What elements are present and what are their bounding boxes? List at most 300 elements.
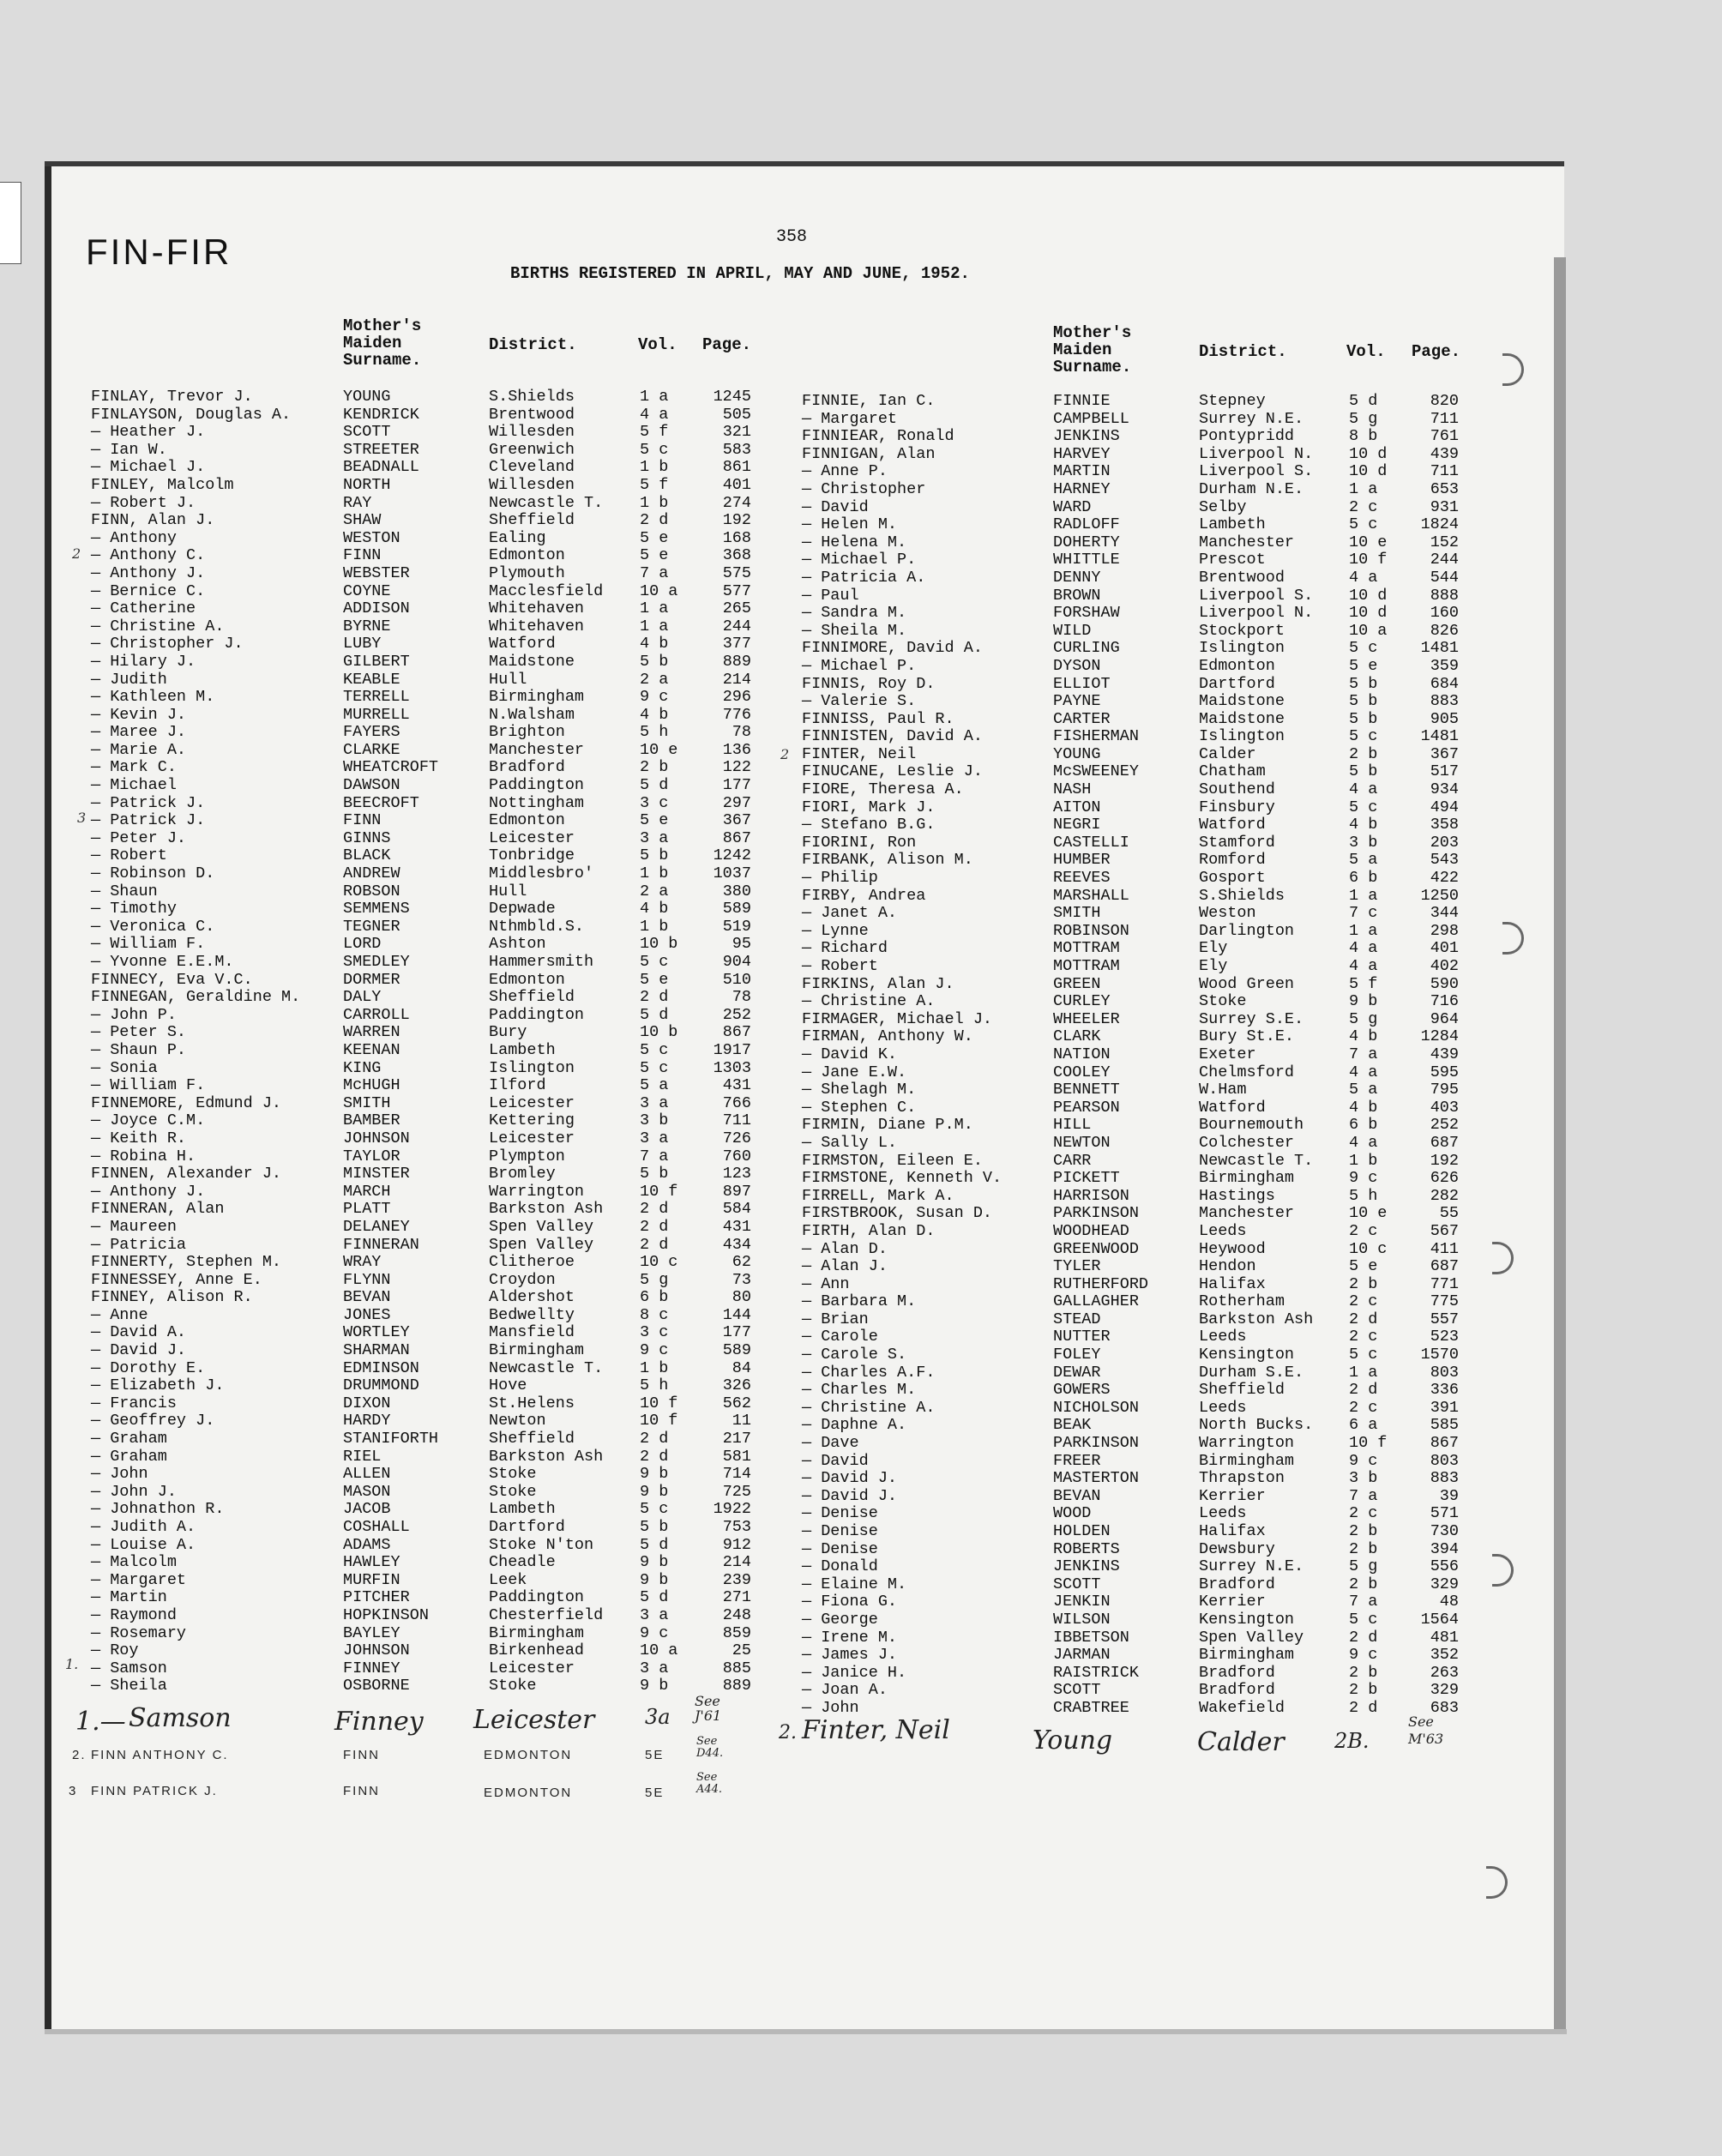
entry-maiden: HOLDEN (1053, 1522, 1111, 1540)
table-row (802, 463, 1479, 481)
entry-page: 859 (722, 1623, 751, 1642)
entry-page: 523 (1430, 1328, 1459, 1346)
entry-maiden: KING (343, 1058, 382, 1077)
entry-page: 203 (1430, 833, 1459, 852)
entry-page: 80 (732, 1288, 751, 1307)
entry-maiden: WARREN (343, 1023, 400, 1042)
page-edge-shadow (1554, 257, 1566, 2033)
entry-district: Croydon (489, 1270, 556, 1289)
entry-maiden: WARD (1053, 497, 1092, 516)
entry-page: 653 (1430, 479, 1459, 498)
entry-page: 1245 (713, 388, 751, 406)
entry-vol: 5 g (1349, 1557, 1378, 1576)
table-row (802, 693, 1479, 711)
table-row (91, 1237, 768, 1255)
entry-vol: 5 g (1349, 1009, 1378, 1028)
table-row (91, 1342, 768, 1360)
entry-vol: 10 d (1349, 462, 1388, 481)
entry-maiden: SHAW (343, 511, 382, 530)
entry-vol: 4 b (1349, 1027, 1378, 1046)
entry-maiden: SMITH (343, 1093, 391, 1112)
entry-page: 271 (722, 1588, 751, 1607)
entry-maiden: FREER (1053, 1451, 1101, 1470)
entry-name: — Robert J. (91, 493, 196, 512)
entry-vol: 7 a (1349, 1486, 1378, 1505)
entry-district: Ilford (489, 1076, 546, 1095)
entry-vol: 2 b (1349, 744, 1378, 763)
entry-district: Warrington (1199, 1434, 1295, 1453)
entry-district: Whitehaven (489, 617, 585, 635)
entry-maiden: MARTIN (1053, 462, 1111, 481)
table-row (802, 658, 1479, 676)
entry-district: Birmingham (489, 688, 585, 707)
table-row (91, 918, 768, 936)
entry-name: FINNEMORE, Edmund J. (91, 1093, 282, 1112)
entry-vol: 1 a (1349, 886, 1378, 905)
entry-page: 192 (1430, 1151, 1459, 1170)
entry-name: — Charles M. (802, 1381, 917, 1400)
entry-name: — Ian W. (91, 440, 167, 459)
entry-page: 543 (1430, 851, 1459, 870)
entry-vol: 7 c (1349, 904, 1378, 923)
entry-page: 380 (722, 882, 751, 900)
entry-name: — David J. (91, 1341, 187, 1360)
entry-vol: 5 c (1349, 727, 1378, 746)
entry-maiden: WORTLEY (343, 1323, 410, 1342)
table-row (802, 428, 1479, 446)
table-row (802, 1558, 1479, 1576)
entry-maiden: MINSTER (343, 1165, 410, 1183)
entry-page: 84 (732, 1358, 751, 1377)
entry-name: FIORI, Mark J. (802, 798, 936, 816)
entry-district: North Bucks. (1199, 1416, 1314, 1435)
entry-maiden: CRABTREE (1053, 1698, 1129, 1717)
entry-district: Bromley (489, 1165, 556, 1183)
entry-page: 25 (732, 1641, 751, 1660)
entry-page: 761 (1430, 427, 1459, 446)
entry-maiden: DAWSON (343, 776, 400, 795)
entry-page: 297 (722, 793, 751, 812)
entry-vol: 10 c (640, 1253, 678, 1272)
entry-maiden: NICHOLSON (1053, 1398, 1139, 1417)
table-row (91, 1130, 768, 1148)
entry-name: — Rosemary (91, 1623, 187, 1642)
entry-district: St.Helens (489, 1394, 575, 1412)
entry-district: Birmingham (1199, 1451, 1295, 1470)
entry-name: — Shaun P. (91, 1040, 187, 1059)
entry-page: 368 (722, 546, 751, 565)
entry-district: Kensington (1199, 1610, 1295, 1629)
entry-name: FIRMSTON, Eileen E. (802, 1151, 983, 1170)
entry-district: Birmingham (489, 1623, 585, 1642)
entry-district: Lambeth (489, 1500, 556, 1519)
entry-name: FIORINI, Ron (802, 833, 917, 852)
entry-district: Stamford (1199, 833, 1275, 852)
entry-page: 152 (1430, 533, 1459, 551)
table-row (802, 1011, 1479, 1029)
annotation-district: Leicester (473, 1705, 595, 1735)
entry-name: — Patrick J. (91, 811, 206, 830)
entry-vol: 10 a (1349, 621, 1388, 640)
entry-page: 274 (722, 493, 751, 512)
entry-vol: 10 e (640, 740, 678, 759)
table-row (802, 1488, 1479, 1506)
entry-maiden: WOODHEAD (1053, 1221, 1129, 1240)
entry-page: 776 (722, 705, 751, 724)
entry-maiden: JARMAN (1053, 1646, 1111, 1665)
entry-vol: 5 h (640, 1376, 669, 1395)
entry-district: Bury St.E. (1199, 1027, 1295, 1046)
entry-name: — Peter S. (91, 1023, 187, 1042)
entry-vol: 1 a (640, 388, 669, 406)
entry-vol: 5 b (1349, 692, 1378, 711)
entry-district: Bury (489, 1023, 527, 1042)
entry-vol: 6 a (1349, 1416, 1378, 1435)
entry-page: 296 (722, 688, 751, 707)
entry-district: Barkston Ash (489, 1447, 604, 1466)
table-row (91, 1537, 768, 1555)
entry-name: — Alan J. (802, 1257, 888, 1276)
entry-vol: 2 d (640, 511, 669, 530)
entry-vol: 1 a (1349, 1363, 1378, 1382)
left-entries (91, 388, 768, 1695)
entry-vol: 2 d (640, 988, 669, 1007)
entry-maiden: MURFIN (343, 1570, 400, 1589)
entry-name: FIRMSTONE, Kenneth V. (802, 1169, 1002, 1188)
table-row (802, 1064, 1479, 1082)
entry-maiden: RAISTRICK (1053, 1663, 1139, 1682)
entry-vol: 10 d (1349, 444, 1388, 463)
table-row (91, 1430, 768, 1448)
entry-maiden: WESTON (343, 528, 400, 547)
entry-district: Bournemouth (1199, 1116, 1304, 1135)
entry-vol: 2 b (640, 758, 669, 777)
entry-name: — Michael P. (802, 656, 917, 675)
entry-district: Prescot (1199, 551, 1266, 569)
entry-maiden: STREETER (343, 440, 419, 459)
entry-vol: 9 b (640, 1553, 669, 1572)
entry-maiden: DRUMMOND (343, 1376, 419, 1395)
table-row (91, 1024, 768, 1042)
entry-maiden: JOHNSON (343, 1641, 410, 1660)
entry-maiden: WHEATCROFT (343, 758, 439, 777)
entry-name: — Judith A. (91, 1518, 196, 1536)
annotation-vol: 5E (645, 1786, 665, 1800)
entry-district: Paddington (489, 1005, 585, 1024)
entry-page: 336 (1430, 1381, 1459, 1400)
entry-page: 517 (1430, 762, 1459, 781)
entry-name: — Keith R. (91, 1129, 187, 1147)
entry-vol: 5 b (640, 652, 669, 671)
entry-vol: 3 b (640, 1111, 669, 1130)
entry-maiden: EDMINSON (343, 1358, 419, 1377)
entry-vol: 3 b (1349, 833, 1378, 852)
entry-page: 714 (722, 1465, 751, 1484)
table-row (91, 1448, 768, 1466)
entry-name: — Christine A. (802, 992, 936, 1011)
entry-maiden: SEMMENS (343, 900, 410, 918)
entry-maiden: McHUGH (343, 1076, 400, 1095)
table-row (802, 1400, 1479, 1418)
entry-page: 711 (722, 1111, 751, 1130)
entry-page: 494 (1430, 798, 1459, 816)
table-row (802, 1593, 1479, 1611)
entry-vol: 1 b (640, 458, 669, 477)
entry-name: — Elizabeth J. (91, 1376, 225, 1395)
entry-district: Spen Valley (489, 1217, 594, 1236)
entry-name: — Donald (802, 1557, 878, 1576)
entry-maiden: SCOTT (1053, 1681, 1101, 1700)
entry-page: 905 (1430, 709, 1459, 728)
table-row (802, 1293, 1479, 1311)
entry-maiden: CARROLL (343, 1005, 410, 1024)
entry-district: Kerrier (1199, 1486, 1266, 1505)
entry-district: Edmonton (1199, 656, 1275, 675)
entry-vol: 4 b (640, 635, 669, 653)
entry-name: — Kevin J. (91, 705, 187, 724)
entry-name: — Margaret (91, 1570, 187, 1589)
table-row (91, 1254, 768, 1272)
entry-name: FIRSTBROOK, Susan D. (802, 1204, 993, 1223)
entry-vol: 5 e (640, 811, 669, 830)
entry-district: Durham S.E. (1199, 1363, 1304, 1382)
entry-vol: 2 c (1349, 497, 1378, 516)
entry-page: 263 (1430, 1663, 1459, 1682)
table-row (91, 388, 768, 407)
annotation-note: See J'61 (695, 1693, 722, 1724)
entry-maiden: NEWTON (1053, 1133, 1111, 1152)
entry-vol: 3 a (640, 1093, 669, 1112)
table-row (91, 565, 768, 583)
entry-district: Hull (489, 670, 527, 689)
entry-page: 589 (722, 1341, 751, 1360)
entry-name: FINNIMORE, David A. (802, 639, 983, 658)
table-row (91, 1466, 768, 1484)
annotation-maiden: FINN (343, 1784, 380, 1798)
entry-name: — David (802, 497, 869, 516)
entry-page: 577 (722, 581, 751, 600)
entry-vol: 5 a (1349, 851, 1378, 870)
entry-district: Leeds (1199, 1328, 1247, 1346)
annotation-maiden: Young (1033, 1725, 1113, 1756)
entry-name: — Denise (802, 1504, 878, 1523)
entry-district: Southend (1199, 780, 1275, 799)
entry-page: 826 (1430, 621, 1459, 640)
entry-maiden: TYLER (1053, 1257, 1101, 1276)
table-row (91, 1165, 768, 1183)
entry-name: — William F. (91, 1076, 206, 1095)
entry-district: S.Shields (489, 388, 575, 406)
entry-vol: 1 a (1349, 479, 1378, 498)
entry-page: 771 (1430, 1274, 1459, 1293)
header-district-left: District. (489, 335, 577, 354)
entry-maiden: REEVES (1053, 869, 1111, 888)
entry-district: Islington (1199, 639, 1285, 658)
table-row (91, 459, 768, 477)
entry-maiden: GREENWOOD (1053, 1239, 1139, 1258)
entry-vol: 5 g (640, 1270, 669, 1289)
entry-district: Brentwood (489, 405, 575, 424)
table-row (802, 623, 1479, 641)
entry-vol: 2 d (1349, 1381, 1378, 1400)
entry-maiden: HARRISON (1053, 1186, 1129, 1205)
entry-district: Nthmbld.S. (489, 917, 585, 936)
entry-name: — Michael (91, 776, 177, 795)
entry-vol: 5 g (1349, 409, 1378, 428)
entry-district: Depwade (489, 900, 556, 918)
entry-maiden: HARVEY (1053, 444, 1111, 463)
entry-vol: 10 c (1349, 1239, 1388, 1258)
entry-page: 775 (1430, 1292, 1459, 1311)
entry-name: FIRMAN, Anthony W. (802, 1027, 973, 1046)
entry-page: 1284 (1420, 1027, 1459, 1046)
entry-name: — Denise (802, 1522, 878, 1540)
entry-name: — Carole S. (802, 1346, 907, 1364)
entry-name: — James J. (802, 1646, 898, 1665)
entry-district: Stoke (489, 1482, 537, 1501)
table-row (802, 1435, 1479, 1453)
entry-page: 344 (1430, 904, 1459, 923)
entry-page: 11 (732, 1412, 751, 1430)
entry-name: — John P. (91, 1005, 177, 1024)
entry-page: 439 (1430, 444, 1459, 463)
entry-name: — Sonia (91, 1058, 158, 1077)
entry-page: 422 (1430, 869, 1459, 888)
table-row (91, 1554, 768, 1572)
binder-tab (0, 182, 21, 264)
entry-name: FIRKINS, Alan J. (802, 974, 954, 993)
annotation-vol: 5E (645, 1748, 665, 1762)
entry-district: Leicester (489, 1093, 575, 1112)
entry-maiden: PLATT (343, 1200, 391, 1219)
entry-maiden: FINNERAN (343, 1235, 419, 1254)
entry-name: — Graham (91, 1447, 167, 1466)
entry-maiden: DELANEY (343, 1217, 410, 1236)
entry-vol: 2 b (1349, 1681, 1378, 1700)
table-row (802, 728, 1479, 746)
table-row (91, 883, 768, 901)
entry-page: 904 (722, 953, 751, 971)
entry-district: Bradford (1199, 1575, 1275, 1593)
entry-vol: 6 b (1349, 869, 1378, 888)
entry-name: — Peter J. (91, 828, 187, 847)
entry-page: 585 (1430, 1416, 1459, 1435)
entry-name: — Helena M. (802, 533, 907, 551)
entry-page: 760 (722, 1147, 751, 1165)
entry-district: Edmonton (489, 546, 565, 565)
entry-district: Birmingham (489, 1341, 585, 1360)
table-row (802, 1364, 1479, 1382)
entry-name: — Elaine M. (802, 1575, 907, 1593)
table-row (802, 393, 1479, 411)
entry-name: — Sandra M. (802, 604, 907, 623)
entry-vol: 6 b (1349, 1116, 1378, 1135)
table-row (91, 424, 768, 442)
entry-name: FIORE, Theresa A. (802, 780, 964, 799)
entry-name: — Robert (91, 846, 167, 865)
entry-vol: 9 c (1349, 1646, 1378, 1665)
entry-district: Islington (1199, 727, 1285, 746)
entry-district: Exeter (1199, 1045, 1256, 1063)
entry-vol: 10 d (1349, 604, 1388, 623)
table-row (802, 1541, 1479, 1559)
annotation-name: Finter, Neil (802, 1715, 950, 1745)
entry-vol: 1 a (640, 599, 669, 618)
entry-page: 95 (732, 935, 751, 954)
entry-district: Newcastle T. (489, 1358, 604, 1377)
entry-maiden: SMEDLEY (343, 953, 410, 971)
entry-name: — Jane E.W. (802, 1063, 907, 1081)
entry-page: 626 (1430, 1169, 1459, 1188)
entry-name: — Sheila M. (802, 621, 907, 640)
table-row (802, 993, 1479, 1011)
entry-name: — Dorothy E. (91, 1358, 206, 1377)
annotation-vol: 2B. (1334, 1729, 1370, 1753)
entry-page: 803 (1430, 1363, 1459, 1382)
entry-page: 519 (722, 917, 751, 936)
entry-district: Leicester (489, 828, 575, 847)
entry-vol: 5 d (640, 1588, 669, 1607)
entry-page: 867 (722, 1023, 751, 1042)
entry-page: 39 (1439, 1486, 1459, 1505)
table-row (802, 746, 1479, 764)
page-bottom-shadow (45, 2029, 1567, 2034)
entry-vol: 4 b (640, 705, 669, 724)
annotation-note: See A44. (696, 1771, 723, 1796)
table-row (802, 1417, 1479, 1435)
entry-name: — Roy (91, 1641, 139, 1660)
entry-name: — Christine A. (802, 1398, 936, 1417)
entry-maiden: WILD (1053, 621, 1092, 640)
table-row (91, 1272, 768, 1290)
entry-name: — Samson (91, 1659, 167, 1677)
entry-district: Bradford (1199, 1663, 1275, 1682)
entry-maiden: BEVAN (1053, 1486, 1101, 1505)
entry-vol: 4 b (640, 900, 669, 918)
entry-maiden: HAWLEY (343, 1553, 400, 1572)
entry-district: Ely (1199, 957, 1228, 975)
entry-maiden: PITCHER (343, 1588, 410, 1607)
entry-name: — Louise A. (91, 1535, 196, 1554)
entry-name: — Malcolm (91, 1553, 177, 1572)
annotation-district: EDMONTON (484, 1748, 573, 1762)
entry-district: Liverpool S. (1199, 586, 1314, 605)
entry-page: 177 (722, 776, 751, 795)
table-row (91, 618, 768, 636)
entry-vol: 10 f (1349, 551, 1388, 569)
table-row (802, 1258, 1479, 1276)
entry-page: 192 (722, 511, 751, 530)
entry-district: Leek (489, 1570, 527, 1589)
entry-name: — William F. (91, 935, 206, 954)
entry-maiden: MARSHALL (1053, 886, 1129, 905)
entry-district: Halifax (1199, 1522, 1266, 1540)
table-row (802, 534, 1479, 552)
entry-vol: 5 b (640, 846, 669, 865)
entry-maiden: MASTERTON (1053, 1469, 1139, 1488)
entry-maiden: SHARMAN (343, 1341, 410, 1360)
entry-maiden: GREEN (1053, 974, 1101, 993)
table-row (91, 812, 768, 830)
table-row (802, 1205, 1479, 1223)
entry-page: 214 (722, 1553, 751, 1572)
entry-vol: 5 e (1349, 1257, 1378, 1276)
entry-maiden: JOHNSON (343, 1129, 410, 1147)
table-row (91, 1360, 768, 1378)
entry-vol: 2 d (640, 1217, 669, 1236)
entry-vol: 2 d (1349, 1698, 1378, 1717)
entry-page: 358 (1430, 816, 1459, 834)
